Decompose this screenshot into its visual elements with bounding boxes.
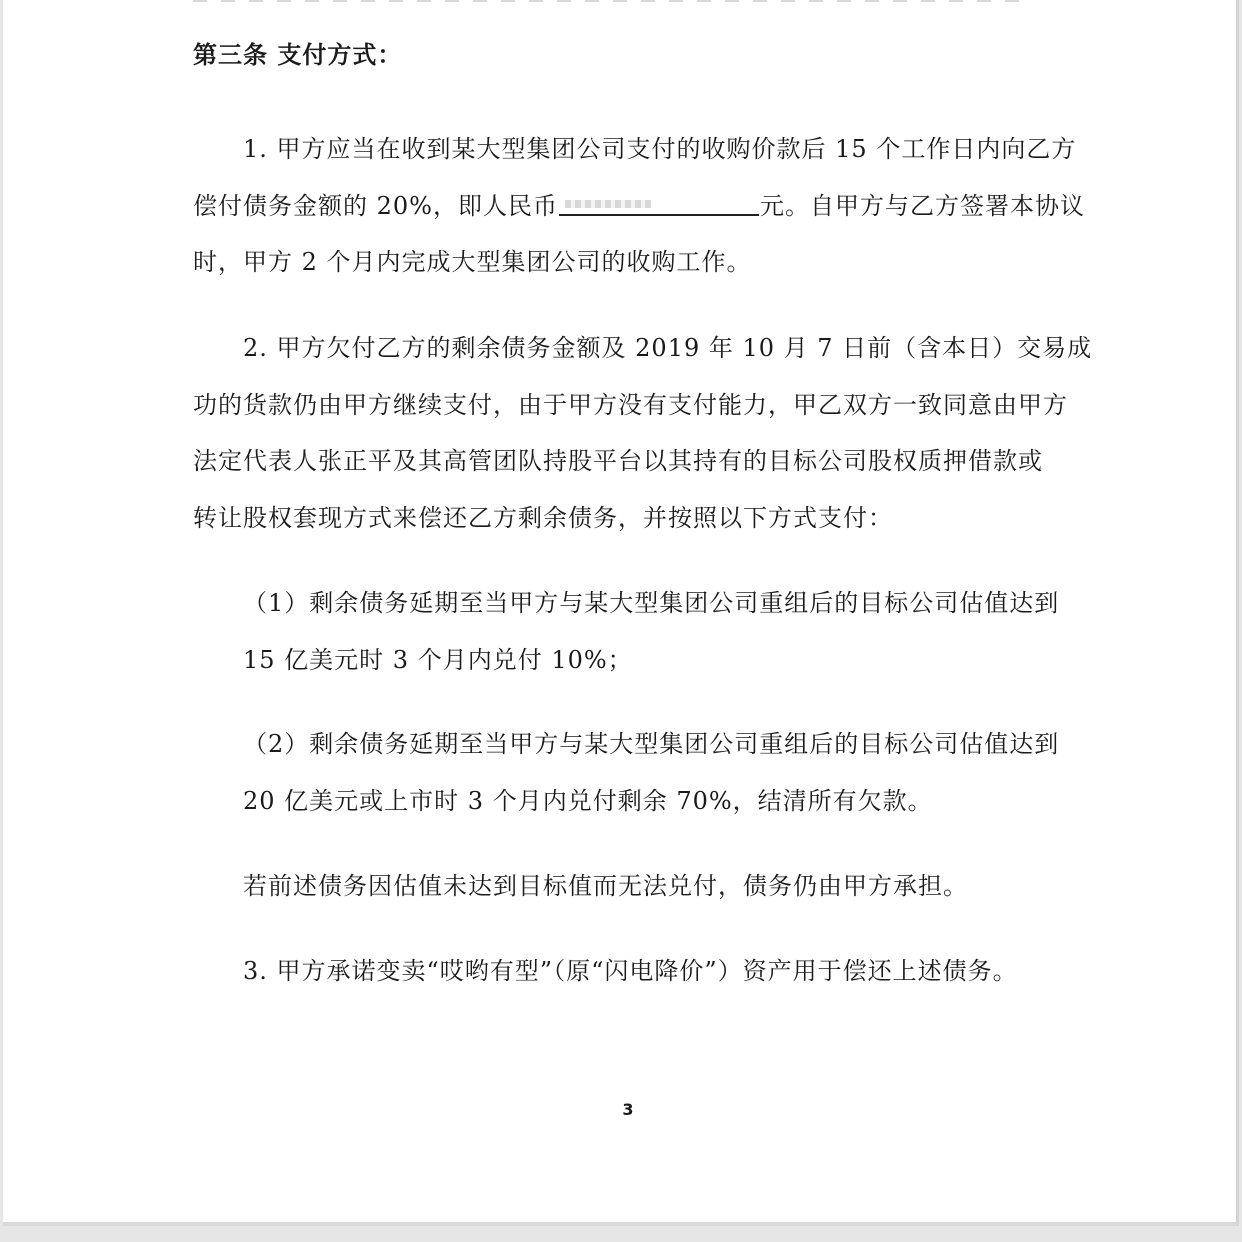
note-line: 若前述债务因估值未达到目标值而无法兑付，债务仍由甲方承担。 [243,872,968,900]
clause2-line1: 2. 甲方欠付乙方的剩余债务金额及 2019 年 10 月 7 日前（含本日）交易成 [243,334,1093,362]
sub1-line2: 15 亿美元时 3 个月内兑付 10%； [243,646,633,674]
clause2-line4: 转让股权套现方式来偿还乙方剩余债务，并按照以下方式支付： [193,504,893,532]
sub2-line1: （2）剩余债务延期至当甲方与某大型集团公司重组后的目标公司估值达到 [243,730,1060,758]
previous-line-fragment [193,0,1033,2]
clause1-line2 [193,191,1085,221]
clause1-line2-before: 偿付债务金额的 20%，即人民币 [193,192,558,220]
clause2-line3: 法定代表人张正平及其高管团队持股平台以其持有的目标公司股权质押借款或 [193,447,1043,475]
redacted-amount [565,200,651,208]
page-bottom-edge [3,1222,1237,1226]
clause1-line2-after: 元。自甲方与乙方签署本协议 [759,192,1085,220]
clause3-line: 3. 甲方承诺变卖“哎哟有型”（原“闪电降价”）资产用于偿还上述债务。 [243,957,1018,985]
sub2-line2: 20 亿美元或上市时 3 个月内兑付剩余 70%，结清所有欠款。 [243,787,933,815]
clause1-line3: 时，甲方 2 个月内完成大型集团公司的收购工作。 [193,248,752,276]
page-number: 3 [622,1100,634,1119]
sub1-line1: （1）剩余债务延期至当甲方与某大型集团公司重组后的目标公司估值达到 [243,589,1060,617]
clause2-line2: 功的货款仍由甲方继续支付，由于甲方没有支付能力，甲乙双方一致同意由甲方 [193,391,1068,419]
section-heading: 第三条 支付方式： [193,41,403,69]
amount-blank [559,192,759,216]
document-page [3,0,1239,1226]
clause1-line1: 1. 甲方应当在收到某大型集团公司支付的收购价款后 15 个工作日内向乙方 [243,135,1077,163]
